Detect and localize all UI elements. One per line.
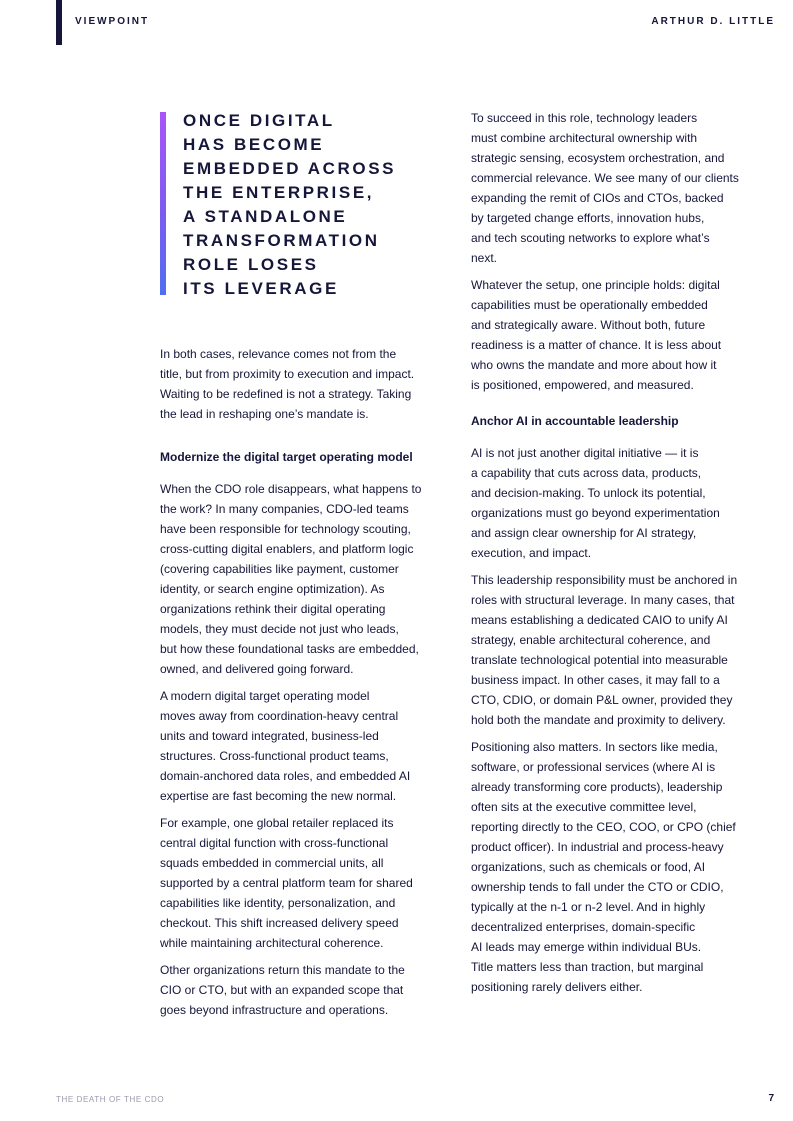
text-line: central digital function with cross-functional [160, 836, 389, 850]
paragraph [471, 275, 761, 395]
text-line: but how these foundational tasks are embedded, [160, 642, 419, 656]
paragraph [160, 960, 450, 1020]
section-heading: Modernize the digital target operating model [160, 450, 413, 464]
text-line: CIO or CTO, but with an expanded scope that [160, 983, 404, 997]
pull-quote-line: TRANSFORMATION [183, 231, 380, 250]
text-line: checkout. This shift increased delivery speed [160, 916, 399, 930]
text-line: Other organizations return this mandate to the [160, 963, 405, 977]
text-line: moves away from coordination-heavy central [160, 709, 399, 723]
section-heading: Anchor AI in accountable leadership [471, 414, 679, 428]
pull-quote-line: ITS LEVERAGE [183, 279, 339, 298]
left-column [160, 344, 450, 1027]
text-line: capabilities must be operationally embedded [471, 298, 708, 312]
text-line: AI leads may emerge within individual BUs. [471, 940, 702, 954]
pull-quote-line: ONCE DIGITAL [183, 111, 335, 130]
pull-quote-text [183, 109, 396, 301]
text-line: roles with structural leverage. In many cases, that [471, 593, 735, 607]
text-line: already transforming core products), leadership [471, 780, 723, 794]
text-line: execution, and impact. [471, 546, 592, 560]
text-line: reporting directly to the CEO, COO, or CPO (chief [471, 820, 736, 834]
pull-quote-line: ROLE LOSES [183, 255, 319, 274]
text-line: supported by a central platform team for shared [160, 876, 413, 890]
text-line: must combine architectural ownership with [471, 131, 698, 145]
text-line: the lead in reshaping one’s mandate is. [160, 407, 369, 421]
text-line: organizations must go beyond experimentation [471, 506, 720, 520]
text-line: who owns the mandate and more about how it [471, 358, 717, 372]
text-line: by targeted change efforts, innovation hubs, [471, 211, 705, 225]
paragraph [471, 737, 761, 997]
text-line: cross-cutting digital enablers, and platform logic [160, 542, 414, 556]
text-line: Positioning also matters. In sectors like media, [471, 740, 718, 754]
header-accent-bar [56, 0, 62, 45]
pull-quote [160, 111, 450, 298]
text-line: This leadership responsibility must be anchored in [471, 573, 738, 587]
text-line: next. [471, 251, 498, 265]
text-line: commercial relevance. We see many of our clients [471, 171, 739, 185]
text-line: typically at the n-1 or n-2 level. And in highly [471, 900, 706, 914]
text-line: For example, one global retailer replaced its [160, 816, 394, 830]
paragraph [160, 479, 450, 679]
text-line: When the CDO role disappears, what happens to [160, 482, 422, 496]
text-line: To succeed in this role, technology leaders [471, 111, 698, 125]
text-line: business impact. In other cases, it may fall to a [471, 673, 720, 687]
text-line: Whatever the setup, one principle holds: digital [471, 278, 720, 292]
brand-name: ARTHUR D. LITTLE [651, 16, 775, 27]
pull-quote-bar [160, 112, 166, 295]
paragraph [160, 344, 450, 424]
text-line: readiness is a matter of chance. It is less about [471, 338, 722, 352]
text-line: a capability that cuts across data, products, [471, 466, 702, 480]
text-line: positioning rarely delivers either. [471, 980, 643, 994]
text-line: and strategically aware. Without both, future [471, 318, 706, 332]
paragraph [160, 813, 450, 953]
text-line: identity, or search engine optimization). As [160, 582, 385, 596]
text-line: and tech scouting networks to explore what’s [471, 231, 710, 245]
text-line: capabilities like identity, personalization, and [160, 896, 396, 910]
paragraph [471, 443, 761, 563]
pull-quote-line: HAS BECOME [183, 135, 325, 154]
text-line: Waiting to be redefined is not a strategy. Taking [160, 387, 412, 401]
text-line: domain-anchored data roles, and embedded AI [160, 769, 411, 783]
text-line: and decision-making. To unlock its potential, [471, 486, 706, 500]
footer-title: THE DEATH OF THE CDO [56, 1095, 165, 1104]
text-line: decentralized enterprises, domain-specific [471, 920, 696, 934]
pull-quote-line: A STANDALONE [183, 207, 348, 226]
paragraph [471, 108, 761, 268]
text-line: expanding the remit of CIOs and CTOs, backed [471, 191, 724, 205]
text-line: strategic sensing, ecosystem orchestration, and [471, 151, 725, 165]
text-line: and assign clear ownership for AI strategy, [471, 526, 697, 540]
text-line: translate technological potential into measurable [471, 653, 728, 667]
section-label: VIEWPOINT [75, 16, 150, 27]
text-line: organizations, such as chemicals or food, AI [471, 860, 706, 874]
text-line: expertise are fast becoming the new normal. [160, 789, 397, 803]
text-line: the work? In many companies, CDO-led teams [160, 502, 409, 516]
text-line: structures. Cross-functional product teams, [160, 749, 389, 763]
right-column [471, 108, 761, 1004]
text-line: ownership tends to fall under the CTO or CDIO, [471, 880, 724, 894]
text-line: AI is not just another digital initiative — it is [471, 446, 699, 460]
text-line: CTO, CDIO, or domain P&L owner, provided they [471, 693, 733, 707]
text-line: hold both the mandate and proximity to delivery. [471, 713, 726, 727]
text-line: organizations rethink their digital operating [160, 602, 386, 616]
text-line: Title matters less than traction, but marginal [471, 960, 704, 974]
pull-quote-line: THE ENTERPRISE, [183, 183, 375, 202]
text-line: software, or professional services (where AI is [471, 760, 716, 774]
text-line: (covering capabilities like payment, customer [160, 562, 399, 576]
text-line: while maintaining architectural coherence. [160, 936, 384, 950]
text-line: units and toward integrated, business-led [160, 729, 379, 743]
paragraph [160, 686, 450, 806]
text-line: product officer). In industrial and process-heavy [471, 840, 724, 854]
text-line: often sits at the executive committee level, [471, 800, 697, 814]
text-line: owned, and delivered going forward. [160, 662, 354, 676]
text-line: squads embedded in commercial units, all [160, 856, 384, 870]
pull-quote-line: EMBEDDED ACROSS [183, 159, 397, 178]
text-line: have been responsible for technology scouting, [160, 522, 411, 536]
text-line: goes beyond infrastructure and operations. [160, 1003, 389, 1017]
text-line: models, they must decide not just who leads, [160, 622, 399, 636]
page-number: 7 [768, 1093, 774, 1104]
paragraph [471, 570, 761, 730]
text-line: In both cases, relevance comes not from the [160, 347, 397, 361]
text-line: strategy, enable architectural coherence, and [471, 633, 711, 647]
text-line: title, but from proximity to execution and impact. [160, 367, 415, 381]
text-line: A modern digital target operating model [160, 689, 370, 703]
text-line: is positioned, empowered, and measured. [471, 378, 694, 392]
text-line: means establishing a dedicated CAIO to unify AI [471, 613, 728, 627]
